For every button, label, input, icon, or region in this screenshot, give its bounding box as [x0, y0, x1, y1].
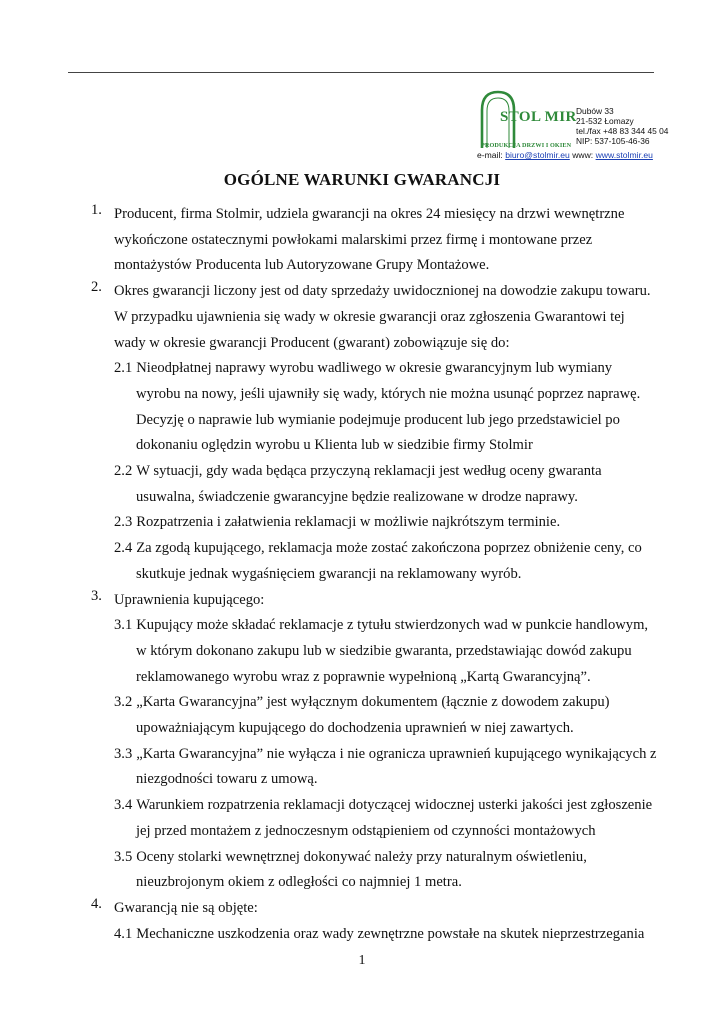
- sub-clause-body: [114, 510, 659, 536]
- sub-clause: [0, 459, 724, 510]
- web-links: [477, 150, 653, 160]
- sub-clause: [0, 690, 724, 741]
- www-label: www:: [572, 150, 594, 160]
- sub-clause-text: Oceny stolarki wewnętrznej dokonywać należy przy naturalnym oświetleniu, nieuzbrojonym okiem z odległości co najmniej 1 metra.: [136, 848, 587, 891]
- sub-clause-body: [114, 922, 659, 948]
- sub-clause-text: „Karta Gwarancyjna” nie wyłącza i nie ogranicza uprawnień kupującego wynikających z niezgodności towaru z umową.: [136, 745, 657, 788]
- brand-name: STOL MIR: [500, 109, 577, 125]
- sub-clause-number: 4.1: [114, 925, 133, 942]
- postal-line: 21-532 Łomazy: [576, 116, 634, 126]
- page-number: 1: [358, 953, 366, 968]
- sub-clause-body: [114, 793, 659, 844]
- sub-clause-text: „Karta Gwarancyjna” jest wyłącznym dokumentem (łącznie z dowodem zakupu) upoważniającym kupującego do dochodzenia uprawnień w niej zawartych.: [136, 694, 610, 737]
- sub-clause-number: 3.3: [114, 745, 133, 762]
- address-line: Dubów 33: [576, 106, 614, 116]
- sub-clause: [0, 793, 724, 844]
- clause-number: 4.: [91, 895, 102, 912]
- sub-clause: [0, 510, 724, 536]
- clause-number: 2.: [91, 279, 102, 296]
- clause-text: Gwarancją nie są objęte:: [114, 899, 258, 916]
- sub-clause: [0, 536, 724, 587]
- clause: [0, 896, 724, 922]
- document-title: OGÓLNE WARUNKI GWARANCJI: [223, 170, 501, 189]
- sub-clause-number: 3.5: [114, 848, 133, 865]
- clause-text: Uprawnienia kupującego:: [114, 591, 265, 608]
- website-link[interactable]: www.stolmir.eu: [595, 150, 653, 160]
- clause-number: 1.: [91, 202, 102, 218]
- sub-clause-number: 2.3: [114, 514, 133, 531]
- sub-clause-text: Rozpatrzenia i załatwienia reklamacji w możliwie najkrótszym terminie.: [136, 514, 561, 531]
- sub-clause-text: Kupujący może składać reklamacje z tytułu stwierdzonych wad w punkcie handlowym, w którym dokonano zakupu lub w siedzibie gwaranta, przedstawiając dowód zakupu reklamowanego wyrobu wraz z poprawnie wypełnioną „Kartą Gwarancyjną”.: [136, 617, 649, 685]
- clause-text: Producent, firma Stolmir, udziela gwarancji na okres 24 miesięcy na drzwi wewnętrzne wykończone ostatecznymi powłokami malarskimi przez firmę i montowane przez montażystów Producenta lub Autoryzowane Grupy Montażowe.: [114, 206, 625, 274]
- sub-clause-body: [114, 613, 659, 690]
- sub-clause-number: 3.2: [114, 694, 133, 711]
- sub-clause-text: Za zgodą kupującego, reklamacja może zostać zakończona poprzez obniżenie ceny, co skutkuje jednak wygaśnięciem gwarancji na reklamowany wyrób.: [136, 540, 642, 582]
- sub-clause-number: 3.1: [114, 617, 133, 634]
- sub-clause-number: 2.1: [114, 360, 133, 377]
- sub-clause-text: Nieodpłatnej naprawy wyrobu wadliwego w okresie gwarancyjnym lub wymiany wyrobu na nowy, jeśli ujawniły się wady, których nie można usunąć poprzez naprawę. Decyzję o naprawie lub wymianie podejmuje producent lub jego przedstawiciel po dokonaniu oględzin wyrobu u Klienta lub w siedzibie firmy Stolmir: [136, 360, 641, 454]
- sub-clause: [0, 356, 724, 459]
- sub-clause-body: [114, 845, 659, 896]
- sub-clause-body: [114, 690, 659, 741]
- header-rule: [68, 72, 654, 73]
- sub-clause: [0, 613, 724, 690]
- phone-line: tel./fax +48 83 344 45 04: [576, 126, 669, 136]
- sub-clause-text: Mechaniczne uszkodzenia oraz wady zewnętrzne powstałe na skutek nieprzestrzegania: [136, 925, 645, 942]
- clause-text: Okres gwarancji liczony jest od daty sprzedaży uwidocznionej na dowodzie zakupu towaru. W przypadku ujawnienia się wady w okresie gwarancji oraz zgłoszenia Gwarantowi tej wady w okresie gwarancji Producent (gwarant) zobowiązuje się do:: [114, 283, 651, 351]
- warranty-terms-list: [0, 202, 724, 947]
- clause: [0, 279, 724, 356]
- clause: [0, 588, 724, 614]
- email-link[interactable]: biuro@stolmir.eu: [505, 150, 570, 160]
- sub-clause-body: [114, 536, 659, 587]
- contact-block: [576, 106, 686, 146]
- sub-clause-number: 2.4: [114, 540, 133, 557]
- sub-clause: [0, 742, 724, 793]
- company-logo-block: [478, 88, 678, 166]
- email-label: e-mail:: [477, 150, 503, 160]
- sub-clause-text: W sytuacji, gdy wada będąca przyczyną reklamacji jest według oceny gwaranta usuwalna, świadczenie gwarancyjne będzie realizowane w drodze naprawy.: [136, 463, 602, 505]
- sub-clause-body: [114, 742, 659, 793]
- sub-clause-text: Warunkiem rozpatrzenia reklamacji dotyczącej widocznej usterki jakości jest zgłoszenie jej przed montażem z jednoczesnym odstąpieniem od czynności montażowych: [136, 797, 653, 839]
- sub-clause: [0, 922, 724, 948]
- sub-clause-number: 2.2: [114, 463, 133, 480]
- clause: [0, 202, 724, 279]
- brand-tagline: PRODUKCJA DRZWI I OKIEN: [481, 142, 572, 149]
- sub-clause: [0, 845, 724, 896]
- sub-clause-body: [114, 459, 659, 510]
- clause-number: 3.: [91, 587, 102, 604]
- sub-clause-body: [114, 356, 659, 459]
- nip-line: NIP: 537-105-46-36: [576, 136, 650, 146]
- sub-clause-number: 3.4: [114, 797, 133, 814]
